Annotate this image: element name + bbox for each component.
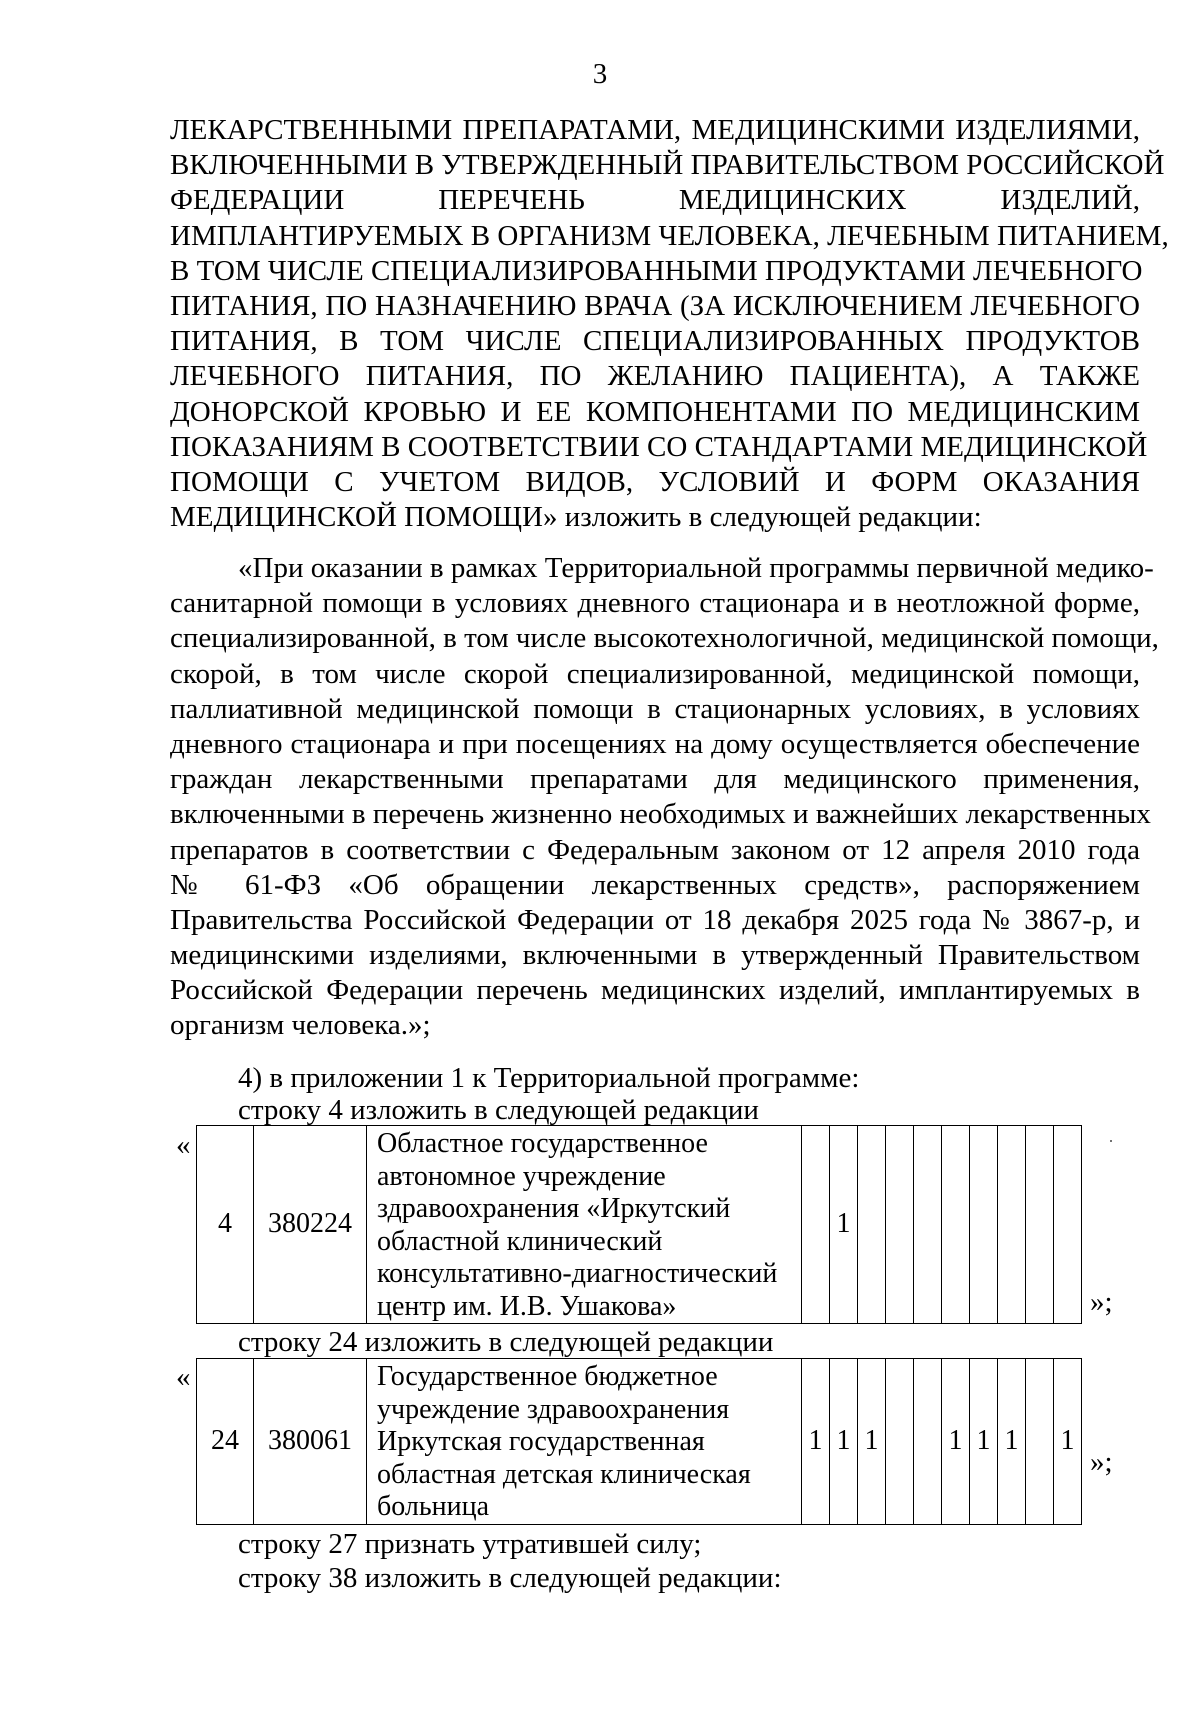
open-quote: « bbox=[176, 1361, 191, 1393]
registry-code-cell: 380224 bbox=[254, 1126, 367, 1324]
body-line: санитарной помощи в условиях дневного стационара и в неотложной форме, bbox=[170, 587, 1140, 620]
body-line: медицинскими изделиями, включенными в утвержденный Правительством bbox=[170, 939, 1140, 972]
mark-cell bbox=[1026, 1359, 1054, 1525]
heading-line: ПОМОЩИ С УЧЕТОМ ВИДОВ, УСЛОВИЙ И ФОРМ ОКАЗАНИЯ bbox=[170, 465, 1140, 498]
heading-line: ВКЛЮЧЕННЫМИ В УТВЕРЖДЕННЫЙ ПРАВИТЕЛЬСТВОМ РОССИЙСКОЙ bbox=[170, 149, 1165, 182]
item-4-text: 4) в приложении 1 к Территориальной программе: bbox=[238, 1062, 860, 1094]
open-quote: « bbox=[176, 1129, 191, 1161]
mark-cell bbox=[998, 1126, 1026, 1324]
body-line: граждан лекарственными препаратами для медицинского применения, bbox=[170, 763, 1140, 796]
body-line: скорой, в том числе скорой специализированной, медицинской помощи, bbox=[170, 657, 1140, 690]
row-number-cell: 4 bbox=[197, 1126, 254, 1324]
organization-name-cell bbox=[367, 1359, 802, 1525]
org-name-line: областная детская клиническая bbox=[377, 1458, 751, 1490]
heading-line: ДОНОРСКОЙ КРОВЬЮ И ЕЕ КОМПОНЕНТАМИ ПО МЕДИЦИНСКИМ bbox=[170, 395, 1140, 428]
mark-cell bbox=[802, 1126, 830, 1324]
table-row-24 bbox=[196, 1358, 1082, 1525]
mark-cell: 1 bbox=[998, 1359, 1026, 1525]
mark-cell: 1 bbox=[1054, 1359, 1082, 1525]
row-27-text: строку 27 признать утратившей силу; bbox=[238, 1528, 702, 1560]
heading-line: ПИТАНИЯ, В ТОМ ЧИСЛЕ СПЕЦИАЛИЗИРОВАННЫХ ПРОДУКТОВ bbox=[170, 325, 1140, 358]
mark-cell: 1 bbox=[830, 1126, 858, 1324]
org-name-line: Государственное бюджетное bbox=[377, 1361, 718, 1392]
body-line: Правительства Российской Федерации от 18 декабря 2025 года № 3867-р, и bbox=[170, 903, 1140, 936]
org-name-line: здравоохранения «Иркутский bbox=[377, 1193, 731, 1224]
table-row-4 bbox=[196, 1125, 1082, 1324]
mark-cell bbox=[970, 1126, 998, 1324]
mark-cell: 1 bbox=[970, 1359, 998, 1525]
mark-cell bbox=[886, 1359, 914, 1525]
body-line: дневного стационара и при посещениях на дому осуществляется обеспечение bbox=[170, 727, 1140, 760]
org-name-line: областной клинический bbox=[377, 1225, 663, 1257]
mark-cell bbox=[886, 1126, 914, 1324]
org-name-line: учреждение здравоохранения bbox=[377, 1393, 730, 1425]
mark-cell bbox=[942, 1126, 970, 1324]
row-38-text: строку 38 изложить в следующей редакции: bbox=[238, 1562, 782, 1594]
body-line: препаратов в соответствии с Федеральным законом от 12 апреля 2010 года bbox=[170, 833, 1140, 866]
mark-cell: 1 bbox=[830, 1359, 858, 1525]
heading-line: ЛЕКАРСТВЕННЫМИ ПРЕПАРАТАМИ, МЕДИЦИНСКИМИ ИЗДЕЛИЯМИ, bbox=[170, 114, 1140, 146]
body-line: специализированной, в том числе высокотехнологичной, медицинской помощи, bbox=[170, 622, 1159, 655]
body-paragraph bbox=[170, 551, 1159, 1044]
row-24-intro: строку 24 изложить в следующей редакции bbox=[238, 1326, 774, 1358]
mark-cell bbox=[858, 1126, 886, 1324]
registry-code-cell: 380061 bbox=[254, 1359, 367, 1525]
organization-name-cell bbox=[367, 1126, 802, 1324]
body-line: паллиативной медицинской помощи в стационарных условиях, в условиях bbox=[170, 692, 1140, 725]
mark-cell bbox=[914, 1359, 942, 1525]
heading-line: ПОКАЗАНИЯМ В СООТВЕТСТВИИ СО СТАНДАРТАМИ МЕДИЦИНСКОЙ bbox=[170, 430, 1148, 463]
heading-line: ИМПЛАНТИРУЕМЫХ В ОРГАНИЗМ ЧЕЛОВЕКА, ЛЕЧЕБНЫМ ПИТАНИЕМ, bbox=[170, 219, 1169, 252]
heading-line: МЕДИЦИНСКОЙ ПОМОЩИ» изложить в следующей редакции: bbox=[170, 501, 982, 534]
heading-line: В ТОМ ЧИСЛЕ СПЕЦИАЛИЗИРОВАННЫМИ ПРОДУКТАМИ ЛЕЧЕБНОГО bbox=[170, 254, 1143, 287]
mark-cell bbox=[914, 1126, 942, 1324]
org-name-line: больница bbox=[377, 1491, 489, 1522]
heading-line: ПИТАНИЯ, ПО НАЗНАЧЕНИЮ ВРАЧА (ЗА ИСКЛЮЧЕНИЕМ ЛЕЧЕБНОГО bbox=[170, 289, 1140, 322]
body-line: включенными в перечень жизненно необходимых и важнейших лекарственных bbox=[170, 798, 1151, 831]
row-4-intro: строку 4 изложить в следующей редакции bbox=[238, 1094, 759, 1126]
heading-line: ЛЕЧЕБНОГО ПИТАНИЯ, ПО ЖЕЛАНИЮ ПАЦИЕНТА), А ТАКЖЕ bbox=[170, 360, 1140, 393]
mark-cell: 1 bbox=[802, 1359, 830, 1525]
body-line: № 61-ФЗ «Об обращении лекарственных средств», распоряжением bbox=[170, 868, 1140, 901]
scan-speck bbox=[1110, 1140, 1112, 1142]
org-name-line: Иркутская государственная bbox=[377, 1426, 705, 1457]
org-name-line: автономное учреждение bbox=[377, 1160, 666, 1192]
org-name-line: Областное государственное bbox=[377, 1128, 708, 1159]
mark-cell bbox=[1054, 1126, 1082, 1324]
mark-cell bbox=[1026, 1126, 1054, 1324]
body-line: Российской Федерации перечень медицинских изделий, имплантируемых в bbox=[170, 974, 1140, 1007]
row-number-cell: 24 bbox=[197, 1359, 254, 1525]
org-name-line: консультативно-диагностический bbox=[377, 1258, 778, 1289]
org-name-line: центр им. И.В. Ушакова» bbox=[377, 1290, 677, 1322]
body-line: «При оказании в рамках Территориальной программы первичной медико- bbox=[238, 552, 1154, 584]
heading-line: ФЕДЕРАЦИИ ПЕРЕЧЕНЬ МЕДИЦИНСКИХ ИЗДЕЛИЙ, bbox=[170, 184, 1140, 217]
close-quote: »; bbox=[1090, 1446, 1113, 1478]
mark-cell: 1 bbox=[858, 1359, 886, 1525]
close-quote: »; bbox=[1090, 1286, 1113, 1318]
mark-cell: 1 bbox=[942, 1359, 970, 1525]
body-line: организм человека.»; bbox=[170, 1009, 431, 1042]
section-heading bbox=[170, 113, 1169, 535]
page-number: 3 bbox=[592, 58, 608, 90]
